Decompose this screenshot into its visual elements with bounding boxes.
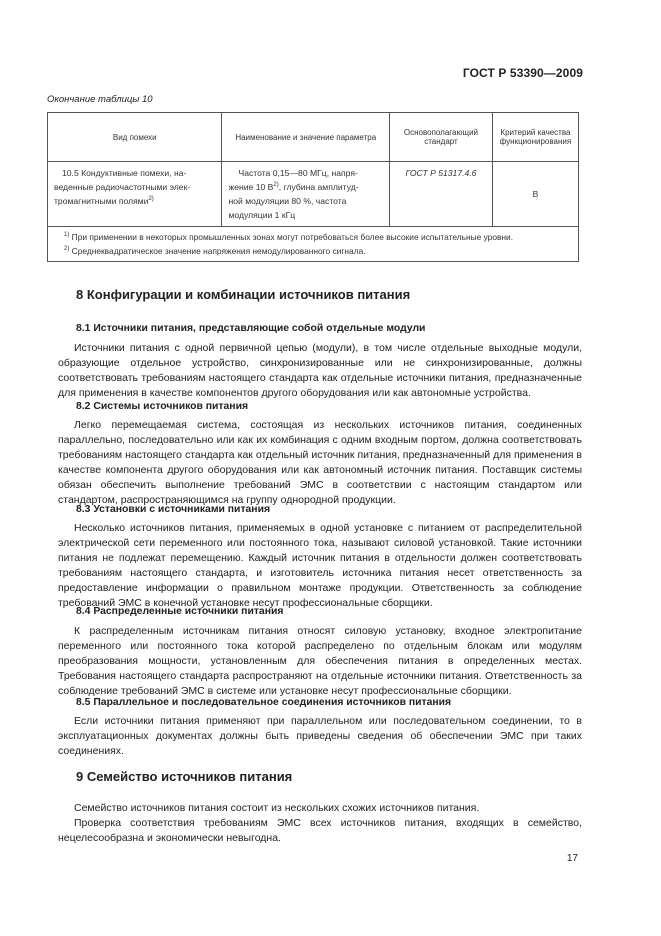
header-cell: Вид помехи	[48, 113, 222, 162]
note-text: При применении в некоторых промышленных зонах могут потребоваться более высокие испытательные уровни.	[71, 232, 514, 242]
section-9-text-1: Семейство источников питания состоит из нескольких схожих источников питания.	[74, 802, 480, 814]
section-8-5-title: 8.5 Параллельное и последовательное соединения источников питания	[76, 697, 452, 708]
note-number: 2)	[64, 246, 70, 253]
section-8-5-text: Если источники питания применяют при параллельном или последовательном соединении, то в эксплуатационных документах должны быть приведены сведения об обеспечении ЭМС при таких соединениях.	[58, 715, 582, 757]
section-8-1-title: 8.1 Источники питания, представляющие собой отдельные модули	[76, 323, 426, 334]
table-notes-row	[48, 227, 579, 262]
parameter-cell	[222, 162, 390, 227]
note-2	[54, 244, 572, 258]
standard-cell: ГОСТ Р 51317.4.6	[390, 162, 493, 227]
disturbance-line	[54, 194, 215, 208]
disturbance-text: тромагнитными полями	[54, 196, 149, 206]
table-notes	[48, 227, 579, 262]
parameter-line: ной модуляции 80 %, частота	[228, 196, 347, 206]
table-row	[48, 162, 579, 227]
section-8-2-title: 8.2 Системы источников питания	[76, 401, 249, 412]
note-number: 1)	[64, 232, 70, 239]
section-8-3-text: Несколько источников питания, применяемых в одной установке с питанием от распределительной электрической сети переменного или постоянного тока, называют силовой установкой. Такие источники питания не подлежат перемещению. Каждый источник питания в отдельности должен соответствовать требованиям настоящего стандарта, и изготовитель источника питания несет ответственность за предоставление информации о правильном монтаже продукции. Ответственность за соблюдение требований ЭМС в конечной установке несут профессиональные сборщики.	[58, 522, 582, 609]
table-caption: Окончание таблицы 10	[47, 94, 153, 105]
section-8-1-text: Источники питания с одной первичной цепью (модули), в том числе отдельные выходные модули, образующие отдельное устройство, синхронизированные или не синхронизированные, должны соответствовать требованиям настоящего стандарта как отдельные источники питания, предназначенные для применения в качестве компонентов другого оборудования или как автономные устройства.	[58, 342, 582, 399]
document-id: ГОСТ Р 53390—2009	[462, 66, 583, 80]
disturbance-line: 10.5 Кондуктивные помехи, на-	[62, 168, 187, 178]
parameter-line: Частота 0,15—80 МГц, напря-	[238, 168, 358, 178]
note-1	[54, 230, 572, 244]
section-9-text-2: Проверка соответствия требованиям ЭМС всех источников питания, входящих в семейство, нецелесообразна и экономически невыгодна.	[58, 817, 582, 844]
criterion-cell: В	[492, 162, 578, 227]
footnote-ref: 2)	[148, 196, 154, 203]
section-8-3-title: 8.3 Установки с источниками питания	[76, 504, 271, 515]
parameter-text: , глубина амплитуд-	[278, 182, 359, 192]
disturbance-type-cell	[48, 162, 222, 227]
page-number: 17	[566, 853, 578, 864]
header-cell: Критерий качества функционирования	[492, 113, 578, 162]
section-8-2-text: Легко перемещаемая система, состоящая из нескольких источников питания, соединенных параллельно, последовательно или как их комбинация с одним входным портом, должна соответствовать требованиям настоящего стандарта как отдельный источник питания, предназначенный для применения в качестве компонента другого оборудования или как автономный источник питания. Поставщик системы обязан обеспечить выполнение требований ЭМС в соответствии с настоящим стандартом или стандартом, распространяющимся на группу однородной продукции.	[58, 419, 582, 506]
section-9-title: 9 Семейство источников питания	[76, 769, 293, 784]
note-text: Среднеквадратическое значение напряжения немодулированного сигнала.	[71, 246, 366, 256]
section-8-4-text: К распределенным источникам питания относят силовую установку, входное электропитание переменного или постоянного тока которой распределено по отдельным блокам или модулям преобразования мощности, установленным для обеспечения питания в определенных местах. Требования настоящего стандарта распространяют на отдельные источники питания. Ответственность за соблюдение требований ЭМС в системе или установке несут профессиональные сборщики.	[58, 625, 582, 697]
section-8-title: 8 Конфигурации и комбинации источников питания	[76, 287, 411, 302]
footnote-ref: 2)	[273, 182, 279, 189]
header-cell: Основополагающий стандарт	[390, 113, 493, 162]
disturbance-line: веденные радиочастотными элек-	[54, 182, 191, 192]
parameter-line: модуляции 1 кГц	[228, 210, 296, 220]
table-header-row	[48, 113, 579, 162]
header-cell: Наименование и значение параметра	[222, 113, 390, 162]
parameter-text: жение 10 В	[228, 182, 274, 192]
parameter-line	[228, 180, 383, 194]
table-10	[47, 112, 579, 262]
section-8-4-title: 8.4 Распределенные источники питания	[76, 606, 284, 617]
